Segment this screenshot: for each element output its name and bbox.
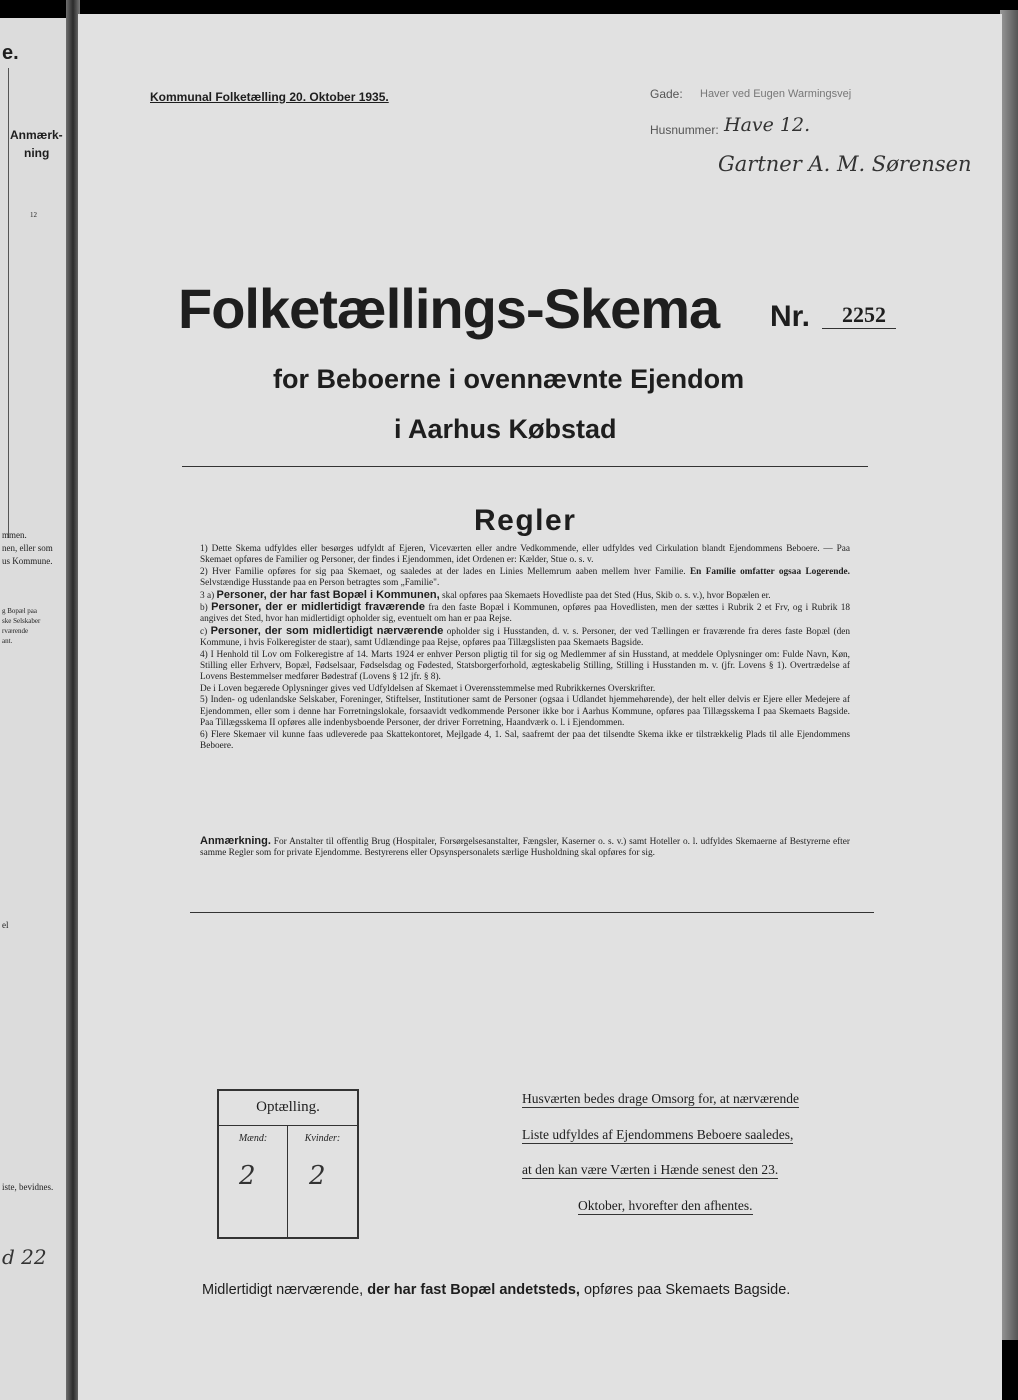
rule-4: 4) I Henhold til Lov om Folkeregistre af 14. Marts 1924 er enhver Person pligtig til for sig og Medlemmer af sin Husstand, at meddele Oplysninger om: Fulde Navn, Køn, Stilling eller Erhverv, Bopæl, Fødselsaar, Fødselsdag og Fødested, Statsborgerforhold, ægteskabelig Stilling, Stilling i Husstanden m. v. (jfr. Lovens § 1). Overtrædelse af Lovens Bestemmelser medfører Bødestraf (Lovens § 12 jfr. § 8). <box>200 649 850 683</box>
left-fragment: us Kommune. <box>2 556 53 566</box>
note-section <box>200 836 850 860</box>
rule-2: 2) Hver Familie opføres for sig paa Skemaet, og saaledes at der lades en Linies Mellemrum aaben mellem hver Familie. En Familie omfatter ogsaa Logerende. Selvstændige Husstande paa en Person betragtes som „Familie". <box>200 566 850 589</box>
left-fragment: nen, eller som <box>2 543 53 553</box>
count-box-divider <box>219 1125 357 1126</box>
form-number-value: 2252 <box>842 302 886 327</box>
form-location: i Aarhus Købstad <box>394 414 617 444</box>
women-count: 2 <box>309 1161 326 1191</box>
note-divider <box>190 912 874 913</box>
left-fragment: Anmærk- <box>10 128 63 142</box>
footer-note: Midlertidigt nærværende, der har fast Bopæl andetsteds, opføres paa Skemaets Bagside. <box>202 1282 791 1298</box>
note-label: Anmærkning. <box>200 835 271 847</box>
women-label: Kvinder: <box>304 1133 341 1144</box>
rule-5: 5) Inden- og udenlandske Selskaber, Foreninger, Stiftelser, Institutioner samt de Personer (ogsaa i Udlandet hjemmehørende), der helt eller delvis er Ejere eller Medejere af Ejendommen, eller som i denne har Forretningslokale, forsaavidt vedkommende Personer ikke bor i Aarhus Kommune, opføres paa Tillægsskema I paa Skemaets Bagside. Paa Tillægsskema II opføres alle indenbysboende Personer, der driver Forretning, Haandværk o. l. i Ejendommen. <box>200 695 850 729</box>
men-count: 2 <box>239 1161 256 1191</box>
left-fragment: rværende <box>2 627 29 635</box>
instruction-line-2: Liste udfyldes af Ejendommens Beboere saaledes, <box>522 1127 794 1142</box>
form-number-label: Nr. <box>770 300 811 333</box>
rule-3c: c) Personer, der som midlertidigt nærværende opholder sig i Husstanden, d. v. s. Personer, der ved Tællingen er fraværende fra deres faste Bopæl (den Kommune, i hvis Folkeregister de staar), samt Udlændinge paa Rejse, opføres paa Tillægslisten paa Skemaets Bagside. <box>200 624 851 649</box>
page-edge <box>1000 10 1018 1340</box>
rules-heading: Regler <box>474 504 577 537</box>
left-fragment-handwritten: d 22 <box>2 1245 47 1269</box>
title-divider <box>182 466 868 467</box>
left-fragment: ant. <box>2 637 13 645</box>
count-box-title: Optælling. <box>256 1099 320 1115</box>
rule-3b: b) Personer, der er midlertidigt fraværende fra den faste Bopæl i Kommunen, opføres paa Hovedlisten, men der sættes i Rubrik 2 et Frv, og i Rubrik 18 angives det Sted, hvor han midlertidigt opholder sig, eventuelt om han er paa Rejse. <box>200 601 851 625</box>
rule-4b: De i Loven begærede Oplysninger gives ved Udfyldelsen af Skemaet i Overensstemmelse med Rubrikkernes Overskrifter. <box>200 683 656 694</box>
left-fragment: ske Selskaber <box>2 617 41 625</box>
left-fragment: el <box>2 920 9 930</box>
men-label: Mænd: <box>238 1133 268 1144</box>
street-value: Haver ved Eugen Warmingsvej <box>700 88 852 100</box>
instruction-line-1: Husværten bedes drage Omsorg for, at nærværende <box>522 1091 800 1106</box>
street-label: Gade: <box>650 87 683 101</box>
left-fragment: g Bopæl paa <box>2 607 37 615</box>
left-fragment: 12 <box>30 211 37 219</box>
house-number-value: Have 12. <box>724 114 811 136</box>
left-fragment: iste, bevidnes. <box>2 1182 54 1192</box>
rule-3a: 3 a) Personer, der har fast Bopæl i Kommunen, skal opføres paa Skemaets Hovedliste paa det Sted (Hus, Skib o. s. v.), hvor Bopælen er. <box>200 588 771 601</box>
rule-1: 1) Dette Skema udfyldes eller besørges udfyldt af Ejeren, Viceværten eller andre Vedkommende, eller udfyldes ved Cirkulation blandt Ejendommens Beboere. — Paa Skemaet opføres de Familier og Personer, der findes i Ejendommen, idet Ordenen er: Kælder, Stue o. s. v. <box>200 544 850 566</box>
rule-6: 6) Flere Skemaer vil kunne faas udleverede paa Skattekontoret, Mejlgade 4, 1. Sal, saafremt der paa det tilsendte Skema ikke er tilstrækkelig Plads til alle Ejendommens Beboere. <box>200 729 850 751</box>
number-underline <box>822 328 896 329</box>
occupant-handwritten: Gartner A. M. Sørensen <box>718 152 972 176</box>
rules-section <box>200 544 850 752</box>
form-title: Folketællings-Skema <box>178 277 720 340</box>
instruction-line-4: Oktober, hvorefter den afhentes. <box>578 1198 753 1213</box>
left-fragment: e. <box>2 42 19 64</box>
census-form-page <box>78 14 1002 1400</box>
instruction-line-3: at den kan være Værten i Hænde senest den 23. <box>522 1162 779 1177</box>
column-line <box>8 68 9 538</box>
note-text: For Anstalter til offentlig Brug (Hospitaler, Forsørgelsesanstalter, Fængsler, Kaserner o. s. v.) samt Hoteller o. l. udfyldes Skemaerne af Bestyrerne efter samme Regler som for private Ejendomme. Bestyrerens eller Opsynspersonalets særlige Husholdning skal opføres for sig. <box>200 837 850 859</box>
house-number-label: Husnummer: <box>650 123 719 137</box>
left-fragment: ning <box>24 146 50 160</box>
form-subtitle: for Beboerne i ovennævnte Ejendom <box>273 364 745 394</box>
count-box <box>217 1089 359 1239</box>
census-heading: Kommunal Folketælling 20. Oktober 1935. <box>150 90 389 104</box>
left-fragment: mmen. <box>2 530 27 540</box>
